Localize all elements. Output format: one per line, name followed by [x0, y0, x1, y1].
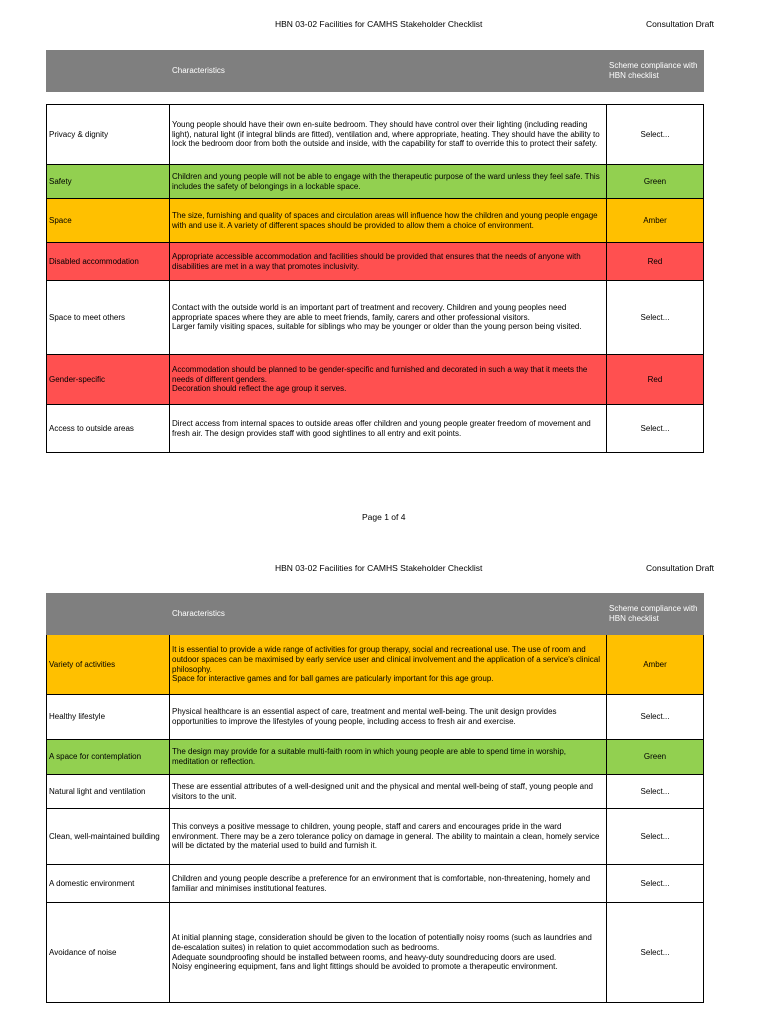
- row-name: A space for contemplation: [47, 740, 170, 775]
- row-description: Contact with the outside world is an important part of treatment and recovery. Children and young peoples need appropriate spaces where they are able to meet friends, family, carers and other professional visitors. Larger family visiting spaces, suitable for siblings who may be younger or older than the young person being visited.: [170, 281, 607, 355]
- compliance-select[interactable]: Green: [607, 165, 704, 199]
- row-name: Privacy & dignity: [47, 105, 170, 165]
- row-name: Healthy lifestyle: [47, 695, 170, 740]
- row-name: Disabled accommodation: [47, 243, 170, 281]
- row-description: Appropriate accessible accommodation and facilities should be provided that ensures that the needs of anyone with disabilities are met in a way that promotes inclusivity.: [170, 243, 607, 281]
- row-description: This conveys a positive message to children, young people, staff and carers and encourages pride in the ward environment. There may be a zero tolerance policy on damage in general. The ability to maintain a clean, homely service will be dictated by the material used to build and furnish it.: [170, 809, 607, 865]
- table-row: [47, 405, 704, 453]
- row-name: Access to outside areas: [47, 405, 170, 453]
- row-description: Children and young people describe a preference for an environment that is comfortable, non-threatening, homely and familiar and minimises institutional features.: [170, 865, 607, 903]
- compliance-select[interactable]: Select...: [607, 405, 704, 453]
- row-name: A domestic environment: [47, 865, 170, 903]
- table-row: [47, 105, 704, 165]
- compliance-select[interactable]: Red: [607, 243, 704, 281]
- header-compliance: Scheme compliance with HBN checklist: [607, 51, 704, 92]
- table-row: [47, 355, 704, 405]
- compliance-select[interactable]: Select...: [607, 281, 704, 355]
- table-row: [47, 809, 704, 865]
- document-title: HBN 03-02 Facilities for CAMHS Stakeholder Checklist: [275, 19, 483, 29]
- row-description: The size, furnishing and quality of spaces and circulation areas will influence how the children and young people engage with and use it. A variety of different spaces should be provided to allow them a choice of environment.: [170, 199, 607, 243]
- table-header-row: [47, 51, 704, 92]
- row-description: It is essential to provide a wide range of activities for group therapy, social and recreational use. The use of room and outdoor spaces can be maximised by early service user and clinical involvement and the application of a service's clinical philosophy. Space for interactive games and for ball games are paticularly important for this age group.: [170, 635, 607, 695]
- table-row: [47, 635, 704, 695]
- row-description: Physical healthcare is an essential aspect of care, treatment and mental well-being. The unit design provides opportunities to improve the lifestyles of young people, including access to fresh air and exercise.: [170, 695, 607, 740]
- page-number: Page 1 of 4: [362, 512, 406, 522]
- compliance-select[interactable]: Red: [607, 355, 704, 405]
- checklist-table-page-2: [46, 593, 704, 1003]
- table-row: [47, 775, 704, 809]
- compliance-select[interactable]: Select...: [607, 695, 704, 740]
- row-name: Avoidance of noise: [47, 903, 170, 1003]
- header-characteristics: Characteristics: [170, 51, 607, 92]
- compliance-select[interactable]: Select...: [607, 809, 704, 865]
- row-description: These are essential attributes of a well-designed unit and the physical and mental well-being of staff, young people and visitors to the unit.: [170, 775, 607, 809]
- table-row: [47, 199, 704, 243]
- table-row: [47, 865, 704, 903]
- page-2-header: [0, 561, 768, 575]
- row-description: Children and young people will not be able to engage with the therapeutic purpose of the ward unless they feel safe. This includes the safety of belongings in a lockable space.: [170, 165, 607, 199]
- row-name: Space: [47, 199, 170, 243]
- compliance-select[interactable]: Select...: [607, 865, 704, 903]
- compliance-select[interactable]: Select...: [607, 775, 704, 809]
- row-name: Natural light and ventilation: [47, 775, 170, 809]
- row-description: The design may provide for a suitable multi-faith room in which young people are able to spend time in worship, meditation or reflection.: [170, 740, 607, 775]
- header-compliance: Scheme compliance with HBN checklist: [607, 594, 704, 635]
- row-name: Safety: [47, 165, 170, 199]
- table-row: [47, 243, 704, 281]
- table-row: [47, 165, 704, 199]
- table-row: [47, 281, 704, 355]
- row-description: Direct access from internal spaces to outside areas offer children and young people greater freedom of movement and fresh air. The design provides staff with good sightlines to all entry and exit points.: [170, 405, 607, 453]
- compliance-select[interactable]: Select...: [607, 903, 704, 1003]
- row-name: Clean, well-maintained building: [47, 809, 170, 865]
- table-row: [47, 740, 704, 775]
- row-description: Young people should have their own en-suite bedroom. They should have control over their lighting (including reading light), natural light (if integral blinds are fitted), ventilation and, where appropriate, heating. They should have the ability to lock the bedroom door from both the outside and inside, with the capability for staff to override this to protect their safety.: [170, 105, 607, 165]
- header-characteristics: Characteristics: [170, 594, 607, 635]
- table-row: [47, 695, 704, 740]
- table-row: [47, 903, 704, 1003]
- compliance-select[interactable]: Amber: [607, 635, 704, 695]
- compliance-select[interactable]: Select...: [607, 105, 704, 165]
- table-header-row: [47, 594, 704, 635]
- document-title: HBN 03-02 Facilities for CAMHS Stakeholder Checklist: [275, 563, 483, 573]
- draft-label: Consultation Draft: [646, 563, 715, 573]
- row-description: At initial planning stage, consideration should be given to the location of potentially noisy rooms (such as laundries and de-escalation suites) in relation to quiet accommodation such as bedrooms. Adequate soundproofing should be installed between rooms, and heavy-duty soundreducing doors are used. Noisy engineering equipment, fans and light fittings should be avoided to promote a therapeutic environment.: [170, 903, 607, 1003]
- page-1-header: [0, 17, 768, 31]
- row-name: Variety of activities: [47, 635, 170, 695]
- row-name: Gender-specific: [47, 355, 170, 405]
- compliance-select[interactable]: Amber: [607, 199, 704, 243]
- header-blank-cell: [47, 594, 170, 635]
- checklist-table-page-1: [46, 50, 704, 453]
- draft-label: Consultation Draft: [646, 19, 715, 29]
- row-name: Space to meet others: [47, 281, 170, 355]
- header-blank-cell: [47, 51, 170, 92]
- compliance-select[interactable]: Green: [607, 740, 704, 775]
- row-description: Accommodation should be planned to be gender-specific and furnished and decorated in such a way that it meets the needs of different genders. Decoration should reflect the age group it serves.: [170, 355, 607, 405]
